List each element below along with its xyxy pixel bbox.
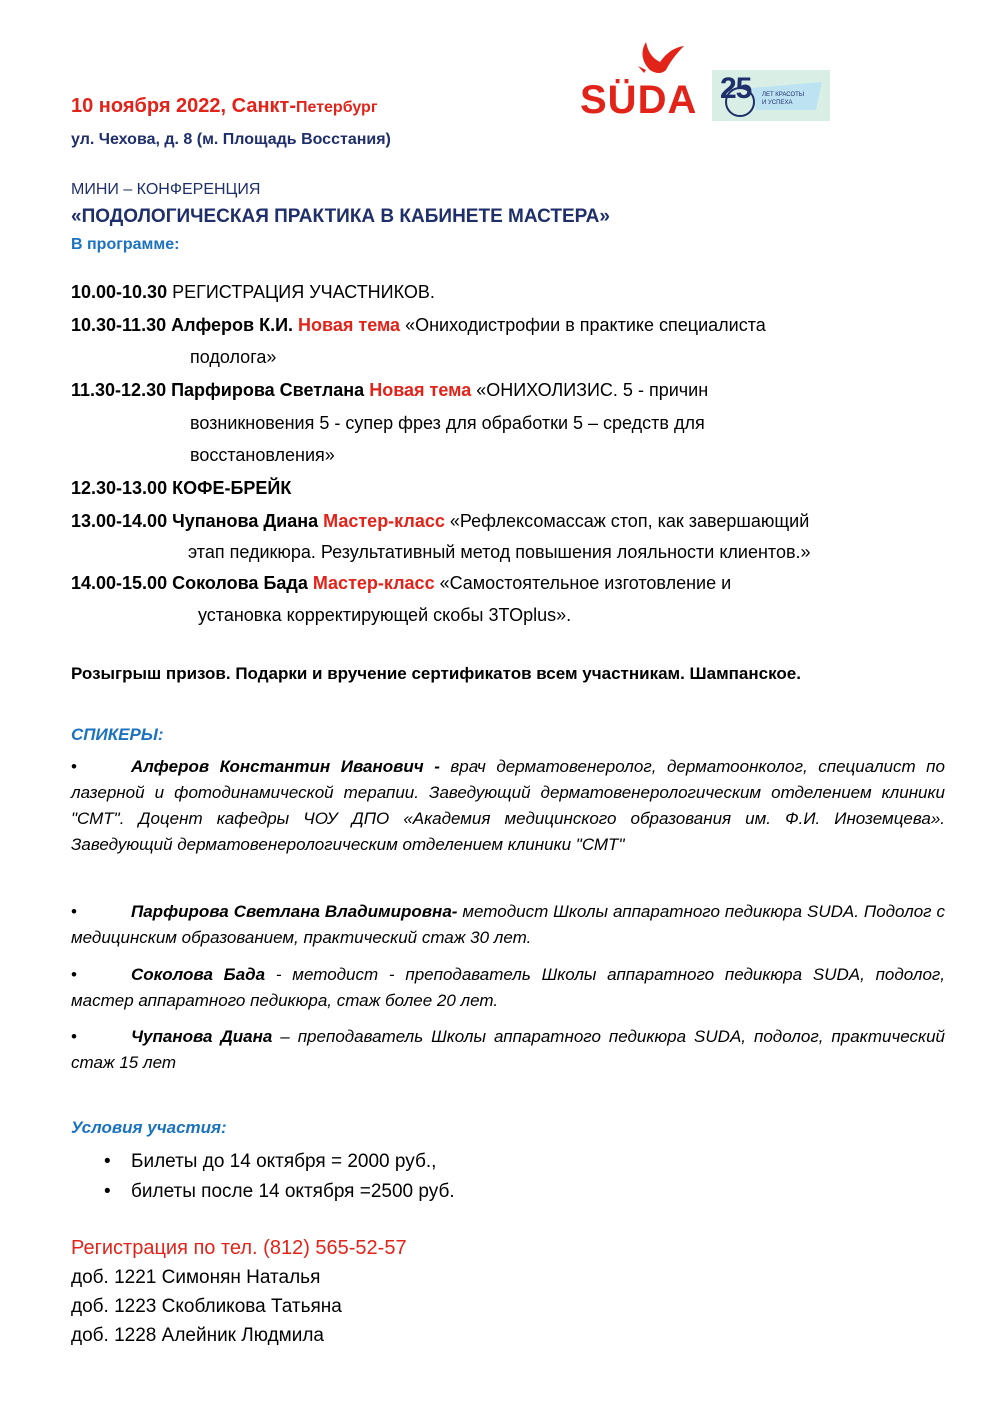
speaker-desc: врач дерматовенеролог, дерматоонколог, специалист по лазерной и фотодинамической терапии. Заведующий дерматовенерологическим отделением клиники "СМТ". Доцент кафедры ЧОУ ДПО «Академия медицинского образования им. Ф.И. Иноземцева». Заведующий дерматовенерологическим отделением клиники "СМТ" xyxy=(71,757,945,854)
schedule-item xyxy=(71,477,291,499)
speaker-item xyxy=(71,754,945,858)
schedule-item-cont: установка корректирующей скобы 3TOplus». xyxy=(198,605,572,625)
schedule-tag: Мастер-класс xyxy=(307,573,435,593)
schedule-speaker: Парфирова Светлана xyxy=(166,380,365,400)
anniversary-badge xyxy=(712,70,830,121)
speaker-desc: методист Школы аппаратного педикюра SUDA. Подолог с медицинским образованием, практический стаж 30 лет. xyxy=(71,902,945,947)
speaker-item xyxy=(71,962,945,1014)
bullet: • xyxy=(71,1027,77,1046)
conference-title: «ПОДОЛОГИЧЕСКАЯ ПРАКТИКА В КАБИНЕТЕ МАСТЕРА» xyxy=(71,206,610,227)
schedule-item xyxy=(71,379,708,401)
prizes-note: Розыгрыш призов. Подарки и вручение сертификатов всем участникам. Шампанское. xyxy=(71,664,801,683)
program-label: В программе: xyxy=(71,236,180,253)
schedule-text: «Самостоятельное изготовление и xyxy=(434,573,732,593)
schedule-time: 14.00-15.00 xyxy=(71,573,168,593)
suda-logo xyxy=(580,40,700,120)
badge-text-1: ЛЕТ КРАСОТЫ xyxy=(762,92,805,98)
event-date-location xyxy=(71,95,378,118)
bullet: • xyxy=(104,1181,111,1202)
contact-line: доб. 1223 Скобликова Татьяна xyxy=(71,1296,342,1317)
schedule-text: «ОНИХОЛИЗИС. 5 - причин xyxy=(471,380,709,400)
logo-wordmark: SÜDA xyxy=(580,78,698,122)
schedule-speaker: Алферов К.И. xyxy=(166,315,294,335)
bullet: • xyxy=(71,965,77,984)
schedule-tag: Мастер-класс xyxy=(318,511,445,531)
conference-kind: МИНИ – КОНФЕРЕНЦИЯ xyxy=(71,181,261,198)
speaker-name: Соколова Бада xyxy=(131,965,266,984)
schedule-text: «Рефлексомассаж стоп, как завершающий xyxy=(444,511,810,531)
schedule-item-cont: восстановления» xyxy=(190,445,335,465)
badge-text-2: И УСПЕХА xyxy=(762,100,793,106)
schedule-time: 12.30-13.00 xyxy=(71,478,168,498)
speaker-name: Парфирова Светлана Владимировна- xyxy=(131,902,458,921)
bullet: • xyxy=(71,757,77,776)
bullet: • xyxy=(71,902,77,921)
event-date: 10 ноября 2022, Санкт- xyxy=(71,95,296,117)
bullet: • xyxy=(104,1151,111,1172)
speaker-name: Чупанова Диана xyxy=(131,1027,273,1046)
schedule-time: 11.30-12.30 xyxy=(71,380,167,400)
speaker-item xyxy=(71,1024,945,1076)
schedule-item-cont: этап педикюра. Результативный метод повышения лояльности клиентов.» xyxy=(188,542,811,562)
speaker-item xyxy=(71,899,945,951)
schedule-speaker: Чупанова Диана xyxy=(167,511,319,531)
conditions-heading: Условия участия: xyxy=(71,1118,227,1137)
registration-phone: Регистрация по тел. (812) 565-52-57 xyxy=(71,1237,407,1259)
schedule-tag: Новая тема xyxy=(293,315,401,335)
schedule-time: 10.30-11.30 xyxy=(71,315,167,335)
schedule-speaker: Соколова Бада xyxy=(167,573,308,593)
schedule-item-cont: возникновения 5 - супер фрез для обработки 5 – средств для xyxy=(190,413,705,433)
condition-text: Билеты до 14 октября = 2000 руб., xyxy=(131,1151,437,1172)
schedule-item xyxy=(71,510,809,532)
condition-item xyxy=(104,1181,455,1203)
schedule-time: 10.00-10.30 xyxy=(71,282,168,302)
badge-number: 25 xyxy=(720,72,752,105)
contact-line: доб. 1228 Алейник Людмила xyxy=(71,1325,324,1346)
schedule-item xyxy=(71,572,731,594)
speaker-desc: – преподаватель Школы аппаратного педикюра SUDA, подолог, практический стаж 15 лет xyxy=(71,1027,945,1072)
contact-line: доб. 1221 Симонян Наталья xyxy=(71,1267,321,1288)
schedule-item xyxy=(71,281,435,303)
schedule-tag: Новая тема xyxy=(364,380,472,400)
schedule-text: «Ониходистрофии в практике специалиста xyxy=(400,315,766,335)
schedule-text: РЕГИСТРАЦИЯ УЧАСТНИКОВ. xyxy=(167,282,435,302)
event-city: Петербург xyxy=(296,99,378,116)
schedule-time: 13.00-14.00 xyxy=(71,511,168,531)
condition-text: билеты после 14 октября =2500 руб. xyxy=(131,1181,455,1202)
speaker-desc: - методист - преподаватель Школы аппаратного педикюра SUDA, подолог, мастер аппаратного педикюра, стаж более 20 лет. xyxy=(71,965,946,1010)
speaker-name: Алферов Константин Иванович - xyxy=(131,757,440,776)
speakers-heading: СПИКЕРЫ: xyxy=(71,725,164,744)
schedule-speaker: КОФЕ-БРЕЙК xyxy=(167,478,292,498)
schedule-item-cont: подолога» xyxy=(190,347,277,367)
condition-item xyxy=(104,1151,436,1173)
schedule-item xyxy=(71,314,766,336)
event-address: ул. Чехова, д. 8 (м. Площадь Восстания) xyxy=(71,131,391,148)
